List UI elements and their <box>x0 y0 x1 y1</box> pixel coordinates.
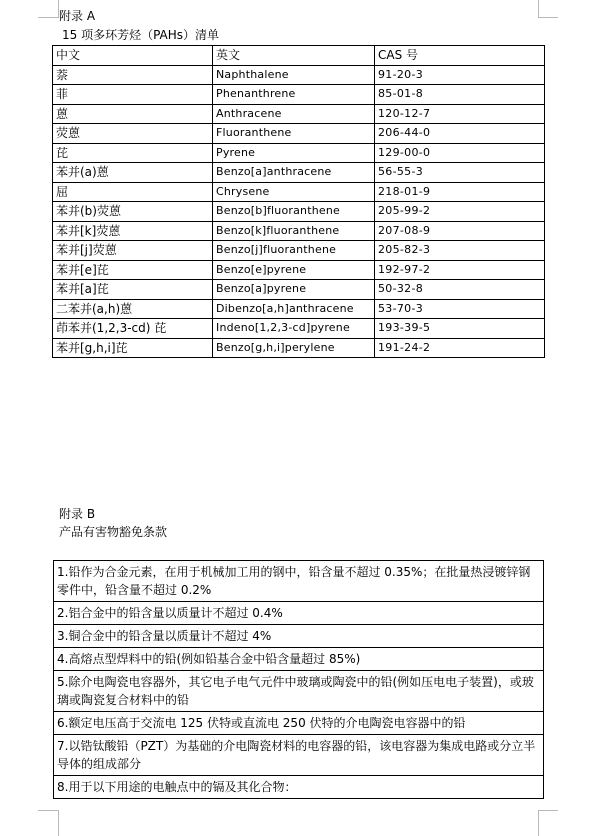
pah-table-row <box>53 338 545 358</box>
pah-cas-number: 56-55-3 <box>375 163 545 183</box>
exemption-row <box>54 561 544 602</box>
pah-chinese-name: 荧蒽 <box>53 124 213 144</box>
crop-mark-bottom-left <box>58 810 59 836</box>
pah-english-name: Benzo[a]anthracene <box>213 163 375 183</box>
exemption-row <box>54 625 544 648</box>
pah-chinese-name: 苯并[j]荧蒽 <box>53 241 213 261</box>
pah-table-row <box>53 241 545 261</box>
exemption-row <box>54 671 544 712</box>
pah-chinese-name: 蒽 <box>53 104 213 124</box>
pah-cas-number: 91-20-3 <box>375 65 545 85</box>
exemption-item: 4.高熔点型焊料中的铅(例如铅基合金中铅含量超过 85%) <box>54 648 544 671</box>
pah-chinese-name: 萘 <box>53 65 213 85</box>
pah-chinese-name: 苯并(a)蒽 <box>53 163 213 183</box>
exemption-row <box>54 776 544 799</box>
pah-cas-number: 120-12-7 <box>375 104 545 124</box>
pah-english-name: Benzo[k]fluoranthene <box>213 221 375 241</box>
column-header-cas: CAS 号 <box>375 46 545 66</box>
pah-table-row <box>53 85 545 105</box>
exemption-item: 3.铜合金中的铅含量以质量计不超过 4% <box>54 625 544 648</box>
pah-cas-number: 206-44-0 <box>375 124 545 144</box>
column-header-chinese: 中文 <box>53 46 213 66</box>
pah-chinese-name: 二苯并(a,h)蒽 <box>53 299 213 319</box>
crop-mark-top-left-h <box>38 17 58 18</box>
appendix-a-title: 15 项多环芳烃（PAHs）清单 <box>62 28 220 42</box>
exemption-item: 5.除介电陶瓷电容器外，其它电子电气元件中玻璃或陶瓷中的铅(例如压电电子装置)，或玻璃或陶瓷复合材料中的铅 <box>54 671 544 712</box>
exemption-item: 6.额定电压高于交流电 125 伏特或直流电 250 伏特的介电陶瓷电容器中的铅 <box>54 712 544 735</box>
pah-chinese-name: 菲 <box>53 85 213 105</box>
pah-cas-number: 205-99-2 <box>375 202 545 222</box>
pah-cas-number: 129-00-0 <box>375 143 545 163</box>
exemption-table <box>53 560 544 799</box>
crop-mark-bottom-right-h <box>538 810 558 811</box>
crop-mark-top-right-h <box>538 17 558 18</box>
pah-english-name: Fluoranthene <box>213 124 375 144</box>
pah-english-name: Benzo[j]fluoranthene <box>213 241 375 261</box>
pah-cas-number: 53-70-3 <box>375 299 545 319</box>
pah-english-name: Benzo[e]pyrene <box>213 260 375 280</box>
crop-mark-bottom-left-h <box>38 810 58 811</box>
exemption-item: 2.铝合金中的铅含量以质量计不超过 0.4% <box>54 602 544 625</box>
pah-chinese-name: 苯并[e]芘 <box>53 260 213 280</box>
pah-english-name: Benzo[b]fluoranthene <box>213 202 375 222</box>
pah-english-name: Anthracene <box>213 104 375 124</box>
pah-table-row <box>53 260 545 280</box>
exemption-item: 7.以锆钛酸铅（PZT）为基础的介电陶瓷材料的电容器的铅，该电容器为集成电路或分立半导体的组成部分 <box>54 735 544 776</box>
pah-cas-number: 191-24-2 <box>375 338 545 358</box>
pah-table-row <box>53 299 545 319</box>
exemption-row <box>54 712 544 735</box>
crop-mark-bottom-right <box>538 810 539 836</box>
pah-table <box>52 45 545 358</box>
pah-table-row <box>53 319 545 339</box>
pah-table-row <box>53 280 545 300</box>
pah-cas-number: 192-97-2 <box>375 260 545 280</box>
pah-chinese-name: 茚苯并(1,2,3-cd) 芘 <box>53 319 213 339</box>
pah-cas-number: 205-82-3 <box>375 241 545 261</box>
pah-english-name: Phenanthrene <box>213 85 375 105</box>
pah-chinese-name: 芘 <box>53 143 213 163</box>
exemption-row <box>54 648 544 671</box>
crop-mark-top-right <box>538 0 539 18</box>
exemption-item: 8.用于以下用途的电触点中的镉及其化合物： <box>54 776 544 799</box>
pah-chinese-name: 苯并[k]荧蒽 <box>53 221 213 241</box>
pah-table-row <box>53 202 545 222</box>
pah-english-name: Dibenzo[a,h]anthracene <box>213 299 375 319</box>
pah-table-header-row <box>53 46 545 66</box>
exemption-item: 1.铅作为合金元素，在用于机械加工用的钢中，铅含量不超过 0.35%；在批量热浸镀锌钢零件中，铅含量不超过 0.2% <box>54 561 544 602</box>
exemption-row <box>54 735 544 776</box>
pah-cas-number: 207-08-9 <box>375 221 545 241</box>
pah-table-row <box>53 65 545 85</box>
pah-cas-number: 218-01-9 <box>375 182 545 202</box>
pah-table-row <box>53 104 545 124</box>
pah-table-row <box>53 143 545 163</box>
pah-english-name: Indeno[1,2,3-cd]pyrene <box>213 319 375 339</box>
column-header-english: 英文 <box>213 46 375 66</box>
pah-english-name: Benzo[a]pyrene <box>213 280 375 300</box>
pah-table-row <box>53 221 545 241</box>
pah-chinese-name: 屈 <box>53 182 213 202</box>
pah-chinese-name: 苯并[g,h,i]芘 <box>53 338 213 358</box>
exemption-row <box>54 602 544 625</box>
pah-table-row <box>53 163 545 183</box>
pah-cas-number: 85-01-8 <box>375 85 545 105</box>
pah-cas-number: 193-39-5 <box>375 319 545 339</box>
appendix-a-label: 附录 A <box>59 9 96 23</box>
pah-cas-number: 50-32-8 <box>375 280 545 300</box>
appendix-b-label: 附录 B <box>59 507 96 521</box>
appendix-b-title: 产品有害物豁免条款 <box>59 525 168 539</box>
pah-english-name: Benzo[g,h,i]perylene <box>213 338 375 358</box>
pah-english-name: Pyrene <box>213 143 375 163</box>
pah-chinese-name: 苯并[a]芘 <box>53 280 213 300</box>
pah-english-name: Chrysene <box>213 182 375 202</box>
pah-english-name: Naphthalene <box>213 65 375 85</box>
pah-chinese-name: 苯并(b)荧蒽 <box>53 202 213 222</box>
pah-table-row <box>53 182 545 202</box>
pah-table-row <box>53 124 545 144</box>
